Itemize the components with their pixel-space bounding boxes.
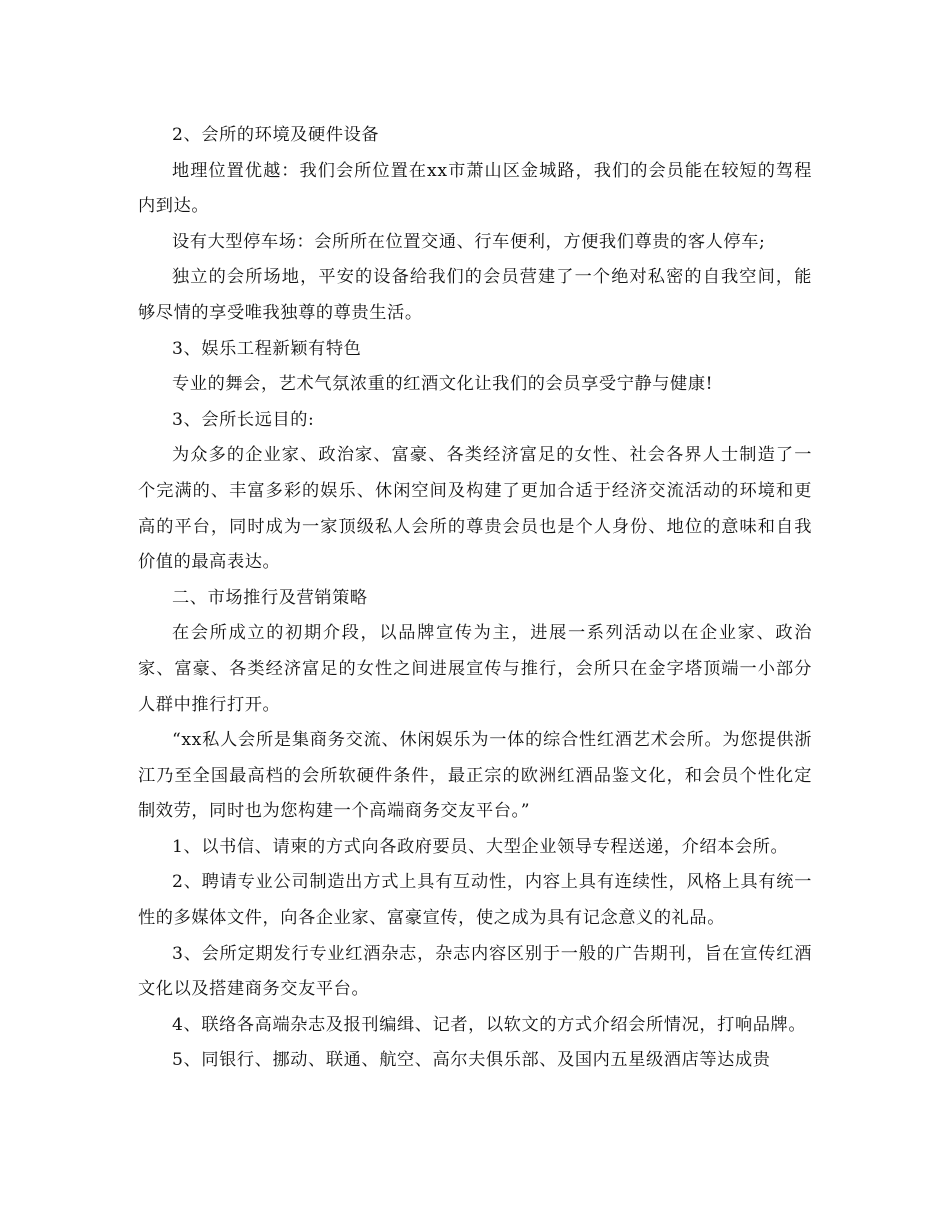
paragraph-venue: 独立的会所场地，平安的设备给我们的会员营建了一个绝对私密的自我空间，能够尽情的享受唯我独尊的尊贵生活。 [138,267,812,323]
section-heading-goals: 3、会所长远目的: [172,409,315,430]
list-item-1: 1、以书信、请柬的方式向各政府要员、大型企业领导专程送递，介绍本会所。 [172,836,789,857]
list-item-5: 5、同银行、挪动、联通、航空、高尔夫俱乐部、及国内五星级酒店等达成贵 [172,1050,771,1071]
list-item-2: 2、聘请专业公司制造出方式上具有互动性，内容上具有连续性，风格上具有统一性的多媒体文件，向各企业家、富豪宣传，使之成为具有记念意义的礼品。 [138,872,812,929]
paragraph-quote: “xx私人会所是集商务交流、休闲娱乐为一体的综合性红酒艺术会所。为您提供浙江乃至全国最高档的会所软硬件条件，最正宗的欧洲红酒品鉴文化，和会员个性化定制效劳，同时也为您构建一个高端商务交友平台。” [138,730,812,822]
section-heading-marketing: 二、市场推行及营销策略 [172,587,368,608]
paragraph-dance: 专业的舞会，艺术气氛浓重的红酒文化让我们的会员享受宁静与健康! [172,374,714,395]
list-item-3: 3、会所定期发行专业红酒杂志，杂志内容区别于一般的广告期刊，旨在宣传红酒文化以及搭建商务交友平台。 [138,943,812,1000]
section-heading-entertainment: 3、娱乐工程新颖有特色 [172,338,362,359]
list-item-4: 4、联络各高端杂志及报刊编缉、记者，以软文的方式介绍会所情况，打响品牌。 [172,1014,807,1035]
paragraph-goals: 为众多的企业家、政治家、富豪、各类经济富足的女性、社会各界人士制造了一个完满的、丰富多彩的娱乐、休闲空间及构建了更加合适于经济交流活动的环境和更高的平台，同时成为一家顶级私人会所的尊贵会员也是个人身份、地位的意味和自我价值的最高表达。 [138,445,812,573]
paragraph-initial-stage: 在会所成立的初期介段，以品牌宣传为主，进展一系列活动以在企业家、政治家、富豪、各类经济富足的女性之间进展宣传与推行，会所只在金字塔顶端一小部分人群中推行打开。 [138,623,812,715]
paragraph-location: 地理位置优越：我们会所位置在xx市萧山区金城路，我们的会员能在较短的驾程内到达。 [138,160,812,217]
section-heading-environment: 2、会所的环境及硬件设备 [172,125,380,145]
document-body [138,118,812,1079]
paragraph-parking: 设有大型停车场：会所所在位置交通、行车便利，方便我们尊贵的客人停车; [172,231,766,252]
